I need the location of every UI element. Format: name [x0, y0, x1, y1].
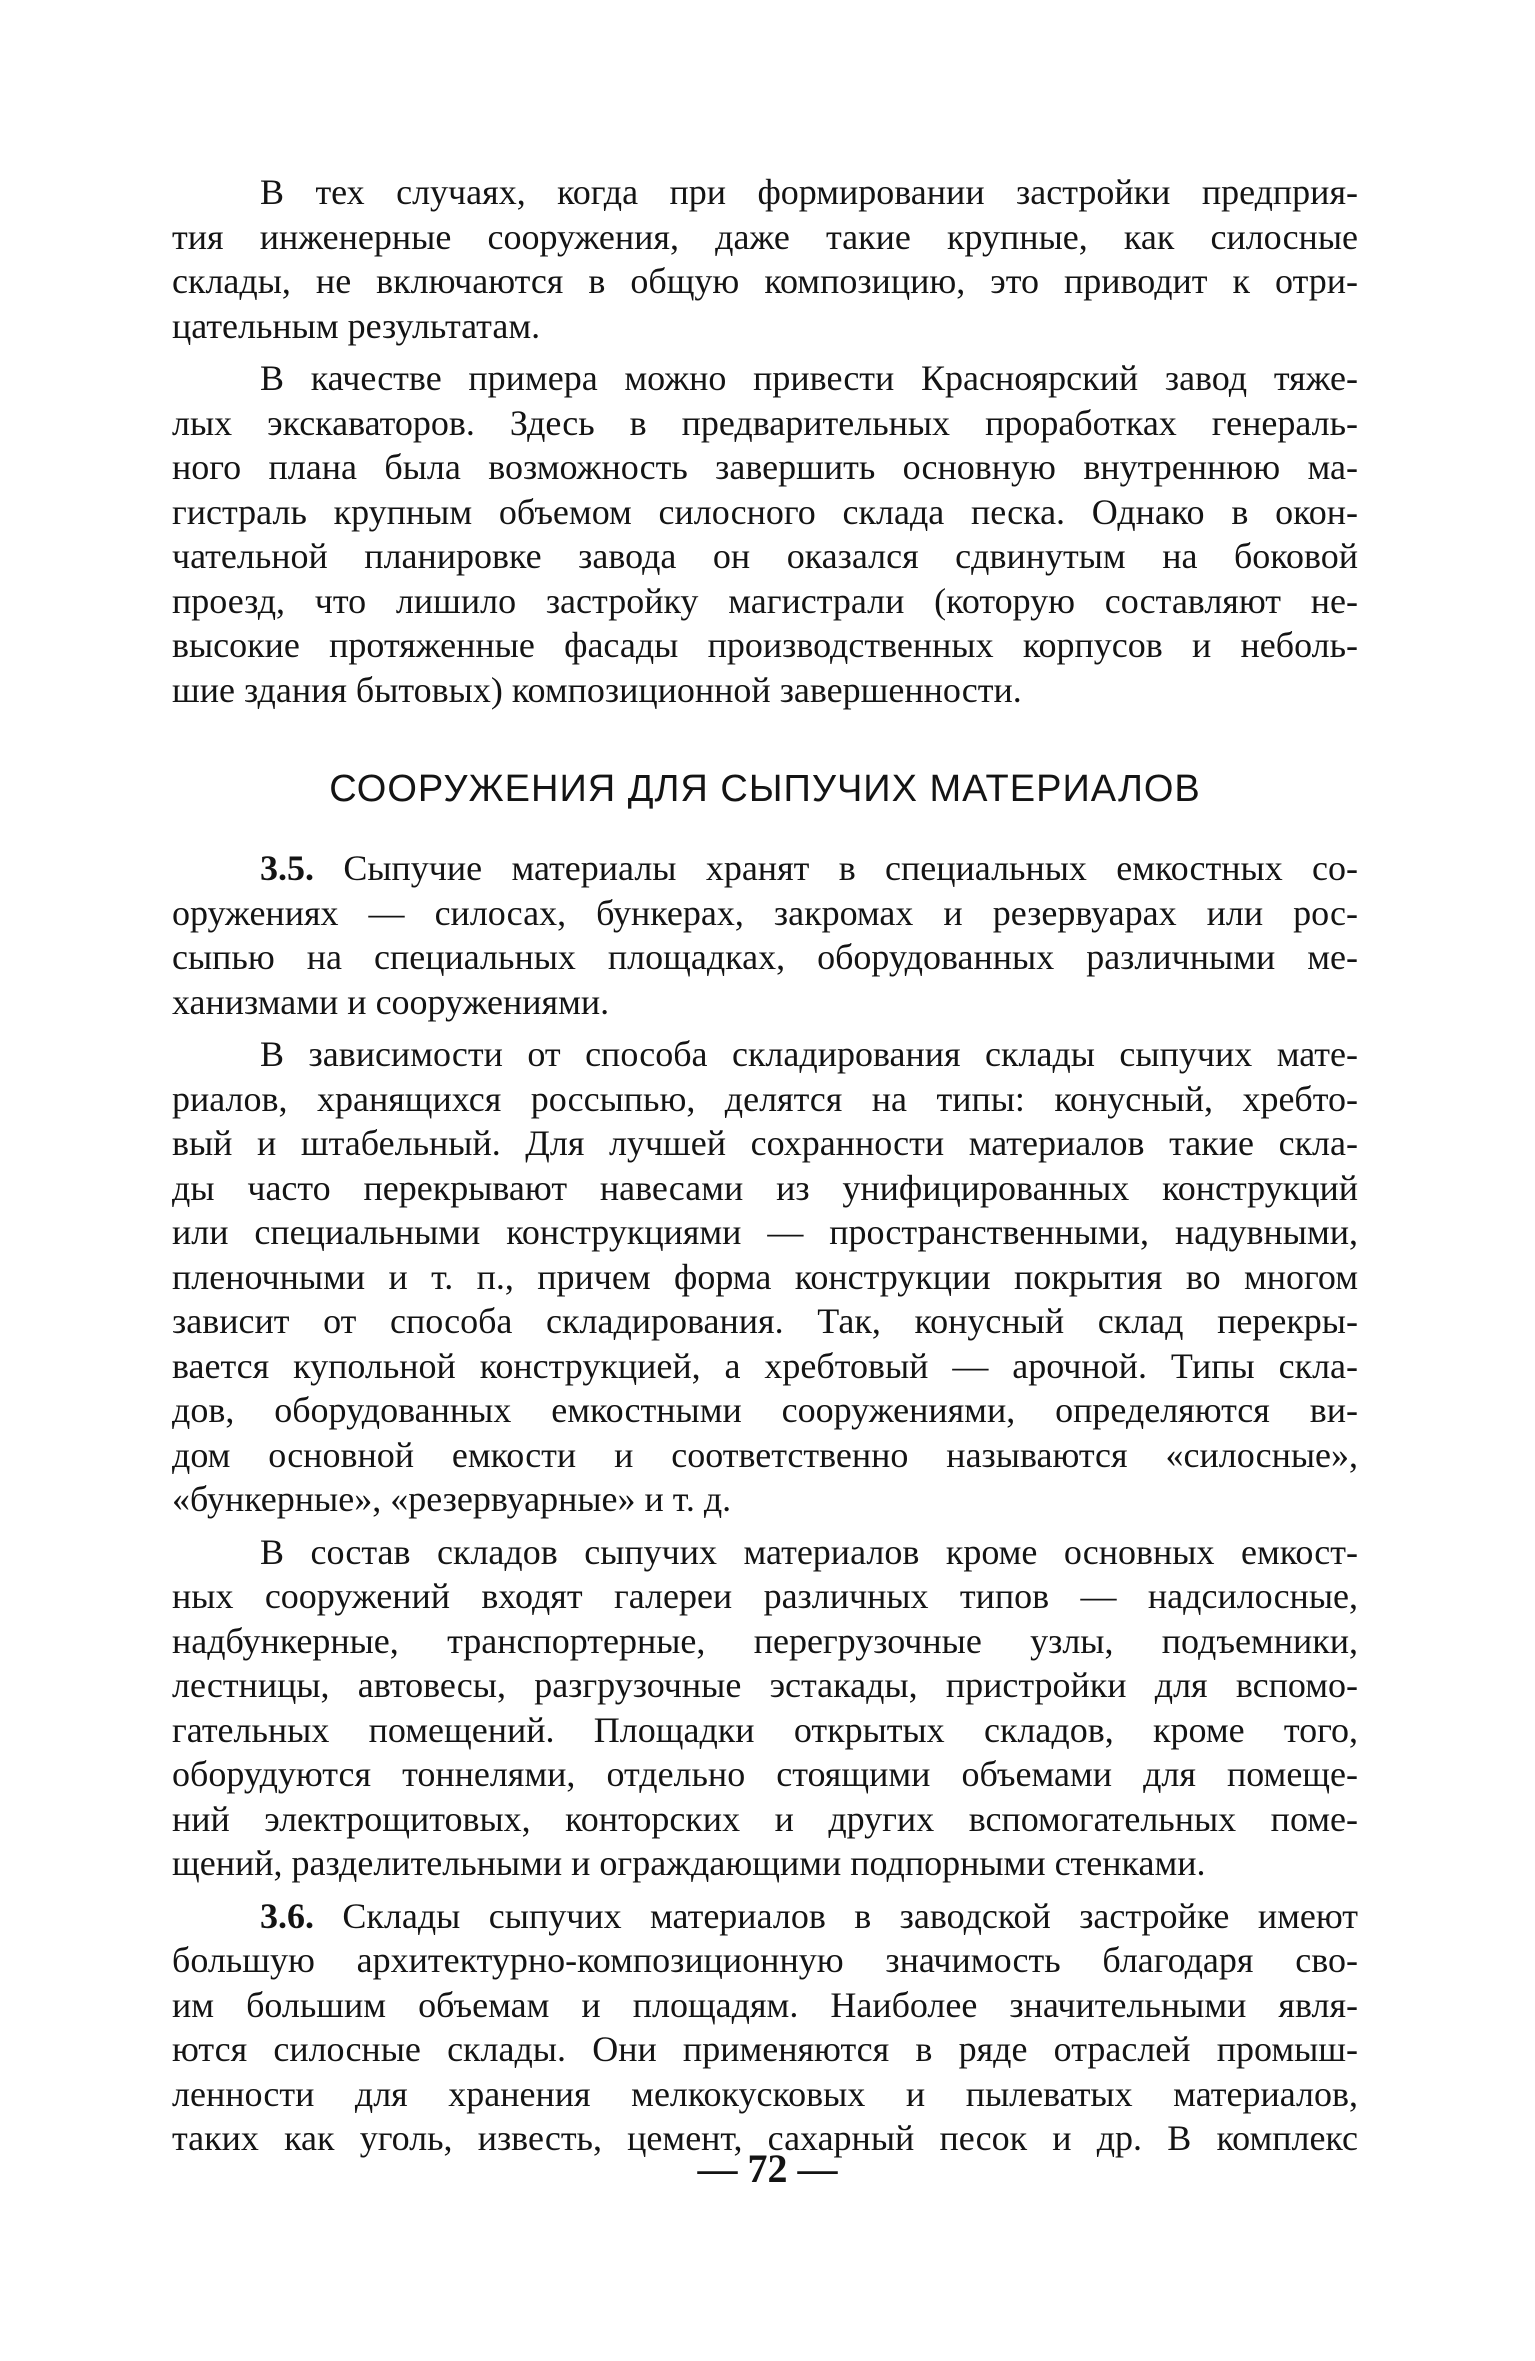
paragraph-3 [172, 846, 1358, 1024]
text-line [172, 1894, 1358, 1939]
text-line: ды часто перекрывают навесами из унифицированных конструкций [172, 1167, 1358, 1208]
text-line: надбункерные, транспортерные, перегрузочные узлы, подъемники, [172, 1620, 1358, 1661]
text-line: щений, разделительными и ограждающими подпорными стенками. [172, 1843, 1206, 1883]
text-line: В зависимости от способа складирования склады сыпучих мате- [260, 1034, 1358, 1074]
text-line: В качестве примера можно привести Красноярский завод тяже- [260, 358, 1358, 398]
text-fragment: Сыпучие материалы хранят в специальных емкостных со- [343, 848, 1359, 888]
text-line: ханизмами и сооружениями. [172, 981, 610, 1022]
text-line: тия инженерные сооружения, даже такие крупные, как силосные [172, 216, 1358, 257]
text-line: гистраль крупным объемом силосного склада песка. Однако в окон- [172, 491, 1358, 532]
text-line: вый и штабельный. Для лучшей сохранности материалов такие скла- [172, 1123, 1358, 1163]
text-line: гательных помещений. Площадки открытых складов, кроме того, [172, 1709, 1358, 1750]
text-line: ного плана была возможность завершить основную внутреннюю ма- [172, 447, 1358, 487]
text-line: таких как уголь, известь, цемент, сахарный песок и др. В комплекс [172, 2118, 1358, 2158]
text-line: оружениях — силосах, бункерах, закромах и резервуарах или рос- [172, 892, 1358, 933]
text-line: В состав складов сыпучих материалов кроме основных емкост- [260, 1531, 1358, 1572]
text-line: пленочными и т. п., причем форма конструкции покрытия во многом [172, 1256, 1358, 1297]
paragraph-4 [172, 1032, 1358, 1522]
text-line: им большим объемам и площадям. Наиболее значительными явля- [172, 1984, 1358, 2025]
text-line: шие здания бытовых) композиционной завершенности. [172, 669, 1022, 710]
text-line: риалов, хранящихся россыпью, делятся на типы: конусный, хребто- [172, 1078, 1358, 1119]
paragraph-6 [172, 1894, 1358, 2161]
paragraph-1 [172, 170, 1358, 348]
text-line: оборудуются тоннелями, отдельно стоящими объемами для помеще- [172, 1754, 1358, 1794]
text-line: чательной планировке завода он оказался сдвинутым на боковой [172, 536, 1358, 576]
text-line: склады, не включаются в общую композицию, это приводит к отри- [172, 261, 1358, 301]
clause-number: 3.6. [260, 1895, 314, 1936]
text-line: дов, оборудованных емкостными сооружениями, определяются ви- [172, 1390, 1358, 1430]
text-line: ных сооружений входят галереи различных типов — надсилосные, [172, 1576, 1358, 1616]
text-line: лых экскаваторов. Здесь в предварительных проработках генераль- [172, 402, 1358, 443]
text-line: большую архитектурно-композиционную значимость благодаря сво- [172, 1940, 1358, 1980]
text-line: зависит от способа складирования. Так, конусный склад перекры- [172, 1301, 1358, 1341]
clause-number: 3.5. [260, 848, 314, 888]
text-line: В тех случаях, когда при формировании застройки предприя- [260, 172, 1358, 212]
text-line: лестницы, автовесы, разгрузочные эстакады, пристройки для вспомо- [172, 1665, 1358, 1705]
paragraph-5 [172, 1530, 1358, 1886]
page-number: — 72 — [697, 2146, 838, 2191]
text-line: проезд, что лишило застройку магистрали (которую составляют не- [172, 580, 1358, 621]
paragraph-2 [172, 356, 1358, 712]
text-line: цательным результатам. [172, 305, 541, 346]
text-line: вается купольной конструкцией, а хребтовый — арочной. Типы скла- [172, 1345, 1358, 1386]
text-line: ленности для хранения мелкокусковых и пылеватых материалов, [172, 2073, 1358, 2114]
text-line: дом основной емкости и соответственно называются «силосные», [172, 1434, 1358, 1475]
text-line: ний электрощитовых, конторских и других вспомогательных поме- [172, 1798, 1358, 1839]
text-line [172, 846, 1358, 891]
text-line: ются силосные склады. Они применяются в ряде отраслей промыш- [172, 2029, 1358, 2069]
text-fragment: Склады сыпучих материалов в заводской застройке имеют [342, 1895, 1358, 1936]
page-body [172, 170, 1358, 2161]
text-line: сыпью на специальных площадках, оборудованных различными ме- [172, 937, 1358, 977]
text-line: «бункерные», «резервуарные» и т. д. [172, 1479, 732, 1519]
text-line: или специальными конструкциями — пространственными, надувными, [172, 1212, 1358, 1252]
section-heading: СООРУЖЕНИЯ ДЛЯ СЫПУЧИХ МАТЕРИАЛОВ [329, 768, 1201, 810]
text-line: высокие протяженные фасады производственных корпусов и неболь- [172, 625, 1358, 665]
